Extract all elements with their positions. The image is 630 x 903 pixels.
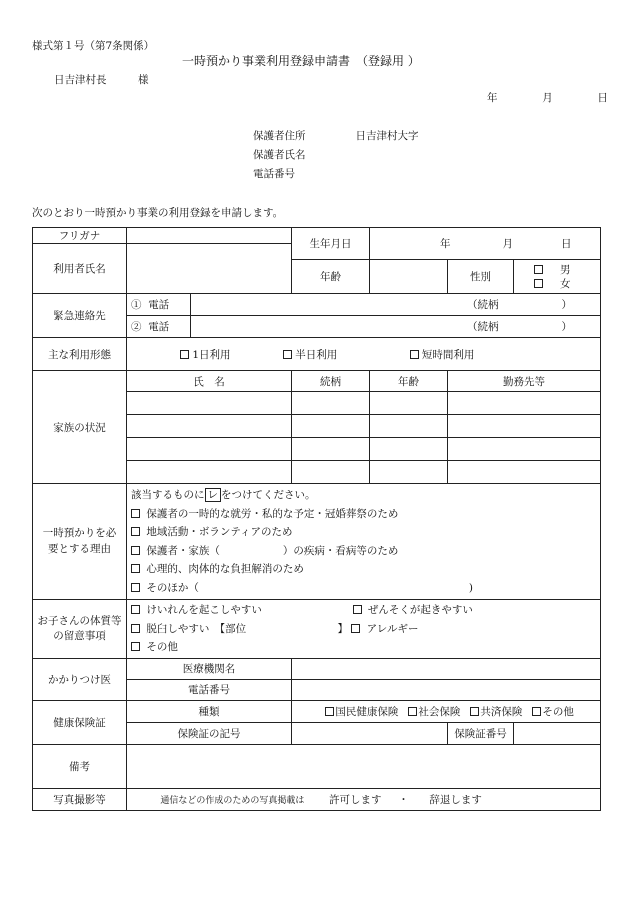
family-workplace-cell[interactable] — [448, 392, 601, 415]
family-age-cell[interactable] — [370, 392, 448, 415]
checkbox-reason-4[interactable] — [131, 564, 140, 573]
reason-item-4[interactable]: 心理的、肉体的な負担解消のため — [131, 560, 596, 579]
photo-consent-text: 通信などの作成のための写真掲載は — [160, 795, 305, 806]
checkbox-insurance-other[interactable] — [532, 707, 541, 716]
date-year: 年 — [487, 92, 498, 104]
date-day: 日 — [597, 92, 608, 104]
guardian-address-label: 保護者住所 — [253, 130, 306, 142]
date-month: 月 — [542, 92, 553, 104]
constitution-row-3 — [131, 638, 596, 657]
family-age-cell[interactable] — [370, 415, 448, 438]
checkbox-dislocation[interactable] — [131, 624, 140, 633]
reason-item-5[interactable]: そのほか（ ) — [131, 579, 596, 598]
family-header-workplace: 勤務先等 — [448, 371, 601, 392]
photo-consent — [127, 788, 601, 810]
doctor-phone-label: 電話番号 — [127, 679, 292, 700]
reason-item-3[interactable]: 保護者・家族（ ）の疾病・看病等のため — [131, 542, 596, 561]
emergency-label: 緊急連絡先 — [33, 294, 127, 338]
furigana-label: フリガナ — [33, 228, 127, 244]
checkbox-half-day[interactable] — [283, 350, 292, 359]
family-workplace-cell[interactable] — [448, 461, 601, 484]
gender-female[interactable]: 女 — [534, 277, 596, 291]
guardian-address — [253, 128, 419, 143]
photo-separator: ・ — [398, 793, 409, 806]
checkbox-male[interactable] — [534, 265, 543, 274]
checkbox-short[interactable] — [410, 350, 419, 359]
birth-year: 年 — [440, 238, 451, 250]
reason-item-2[interactable]: 地域活動・ボランティアのため — [131, 523, 596, 542]
usage-option-short[interactable]: 短時間利用 — [410, 349, 475, 361]
family-name-cell[interactable] — [127, 461, 292, 484]
constitution-item-allergy[interactable]: アレルギー — [351, 623, 418, 635]
birth-day: 日 — [561, 238, 572, 250]
birth-month: 月 — [502, 238, 513, 250]
constitution-field — [127, 600, 601, 659]
constitution-item-other[interactable]: その他 — [131, 641, 178, 653]
application-form-table — [32, 227, 601, 811]
family-header-relation: 続柄 — [292, 371, 370, 392]
emergency-1-label: ① 電話 — [127, 294, 191, 316]
form-number: 様式第１号（第7条関係） — [32, 40, 155, 52]
user-name-field[interactable] — [127, 244, 292, 294]
constitution-item-dislocation[interactable]: 脱臼しやすい 【部位 — [131, 623, 246, 635]
family-header-name: 氏 名 — [127, 371, 292, 392]
checkbox-full-day[interactable] — [180, 350, 189, 359]
birthdate-field[interactable] — [370, 228, 601, 260]
reasons-instruction: 該当するものに レ をつけてください。 — [131, 489, 316, 501]
reasons-label: 一時預かりを必要とする理由 — [33, 484, 127, 600]
gender-label: 性別 — [448, 260, 514, 294]
remarks-label: 備考 — [33, 744, 127, 788]
checkbox-allergy[interactable] — [351, 624, 360, 633]
emergency-2-field[interactable] — [191, 316, 601, 338]
remarks-field[interactable] — [127, 744, 601, 788]
family-label: 家族の状況 — [33, 371, 127, 484]
constitution-label: お子さんの体質等の留意事項 — [33, 600, 127, 659]
emergency-2-relation: （続柄 ） — [467, 321, 572, 333]
constitution-item-convulsion[interactable]: けいれんを起こしやすい — [131, 604, 262, 616]
family-relation-cell[interactable] — [292, 415, 370, 438]
checkbox-mutual[interactable] — [470, 707, 479, 716]
family-name-cell[interactable] — [127, 415, 292, 438]
checkbox-reason-5[interactable] — [131, 583, 140, 592]
family-relation-cell[interactable] — [292, 392, 370, 415]
family-relation-cell[interactable] — [292, 438, 370, 461]
insurance-label: 健康保険証 — [33, 700, 127, 744]
insurance-type-other[interactable]: その他 — [532, 706, 574, 718]
photo-decline-option[interactable]: 辞退します — [429, 793, 482, 806]
checkbox-reason-2[interactable] — [131, 527, 140, 536]
constitution-row-1 — [131, 601, 596, 620]
doctor-institution-field[interactable] — [292, 658, 601, 679]
checkbox-asthma[interactable] — [353, 605, 362, 614]
insurance-number-field[interactable] — [514, 722, 601, 744]
furigana-field[interactable] — [127, 228, 292, 244]
age-field[interactable] — [370, 260, 448, 294]
family-header-age: 年齢 — [370, 371, 448, 392]
age-label: 年齢 — [292, 260, 370, 294]
emergency-1-field[interactable] — [191, 294, 601, 316]
insurance-type-social[interactable]: 社会保険 — [408, 706, 460, 718]
family-relation-cell[interactable] — [292, 461, 370, 484]
doctor-phone-field[interactable] — [292, 679, 601, 700]
user-name-label: 利用者氏名 — [33, 244, 127, 294]
checkbox-constitution-other[interactable] — [131, 642, 140, 651]
insurance-type-options — [292, 700, 601, 722]
insurance-type-label: 種類 — [127, 700, 292, 722]
family-name-cell[interactable] — [127, 392, 292, 415]
doctor-label: かかりつけ医 — [33, 658, 127, 700]
checkbox-convulsion[interactable] — [131, 605, 140, 614]
constitution-row-2: 脱臼しやすい 【部位 】 アレルギー — [131, 620, 596, 639]
usage-option-half-day[interactable]: 半日利用 — [283, 349, 337, 361]
checkbox-national[interactable] — [325, 707, 334, 716]
checkbox-social[interactable] — [408, 707, 417, 716]
reasons-field — [127, 484, 601, 600]
intro-text: 次のとおり一時預かり事業の利用登録を申請します。 — [32, 207, 284, 219]
gender-male[interactable]: 男 — [534, 263, 596, 277]
usage-label: 主な利用形態 — [33, 338, 127, 371]
usage-options — [127, 338, 601, 371]
insurance-symbol-label: 保険証の記号 — [127, 722, 292, 744]
guardian-phone-label: 電話番号 — [253, 168, 295, 180]
photo-label: 写真撮影等 — [33, 788, 127, 810]
form-title: 一時預かり事業利用登録申請書 （登録用 ） — [182, 54, 420, 68]
reason-item-1[interactable]: 保護者の一時的な就労・私的な予定・冠婚葬祭のため — [131, 505, 596, 524]
checkbox-reason-1[interactable] — [131, 509, 140, 518]
usage-option-full-day[interactable]: 1日利用 — [180, 349, 230, 361]
family-name-cell[interactable] — [127, 438, 292, 461]
photo-permit-option[interactable]: 許可します — [329, 793, 382, 806]
checkbox-reason-3[interactable] — [131, 546, 140, 555]
gender-field — [514, 260, 601, 294]
insurance-type-mutual[interactable]: 共済保険 — [470, 706, 522, 718]
family-age-cell[interactable] — [370, 461, 448, 484]
insurance-symbol-field[interactable] — [292, 722, 448, 744]
doctor-institution-label: 医療機関名 — [127, 658, 292, 679]
guardian-name-label: 保護者氏名 — [253, 149, 306, 161]
family-workplace-cell[interactable] — [448, 438, 601, 461]
insurance-number-label: 保険証番号 — [448, 722, 514, 744]
family-workplace-cell[interactable] — [448, 415, 601, 438]
constitution-item-asthma[interactable]: ぜんそくが起きやすい — [353, 604, 473, 616]
family-age-cell[interactable] — [370, 438, 448, 461]
emergency-2-label: ② 電話 — [127, 316, 191, 338]
insurance-type-national[interactable]: 国民健康保険 — [325, 706, 398, 718]
birthdate-label: 生年月日 — [292, 228, 370, 260]
addressee: 日吉津村長 様 — [54, 74, 149, 86]
checkbox-female[interactable] — [534, 279, 543, 288]
emergency-1-relation: （続柄 ） — [467, 299, 572, 311]
guardian-address-value[interactable]: 日吉津村大字 — [355, 130, 419, 142]
application-date — [487, 90, 608, 105]
check-mark-sample: レ — [205, 488, 222, 502]
